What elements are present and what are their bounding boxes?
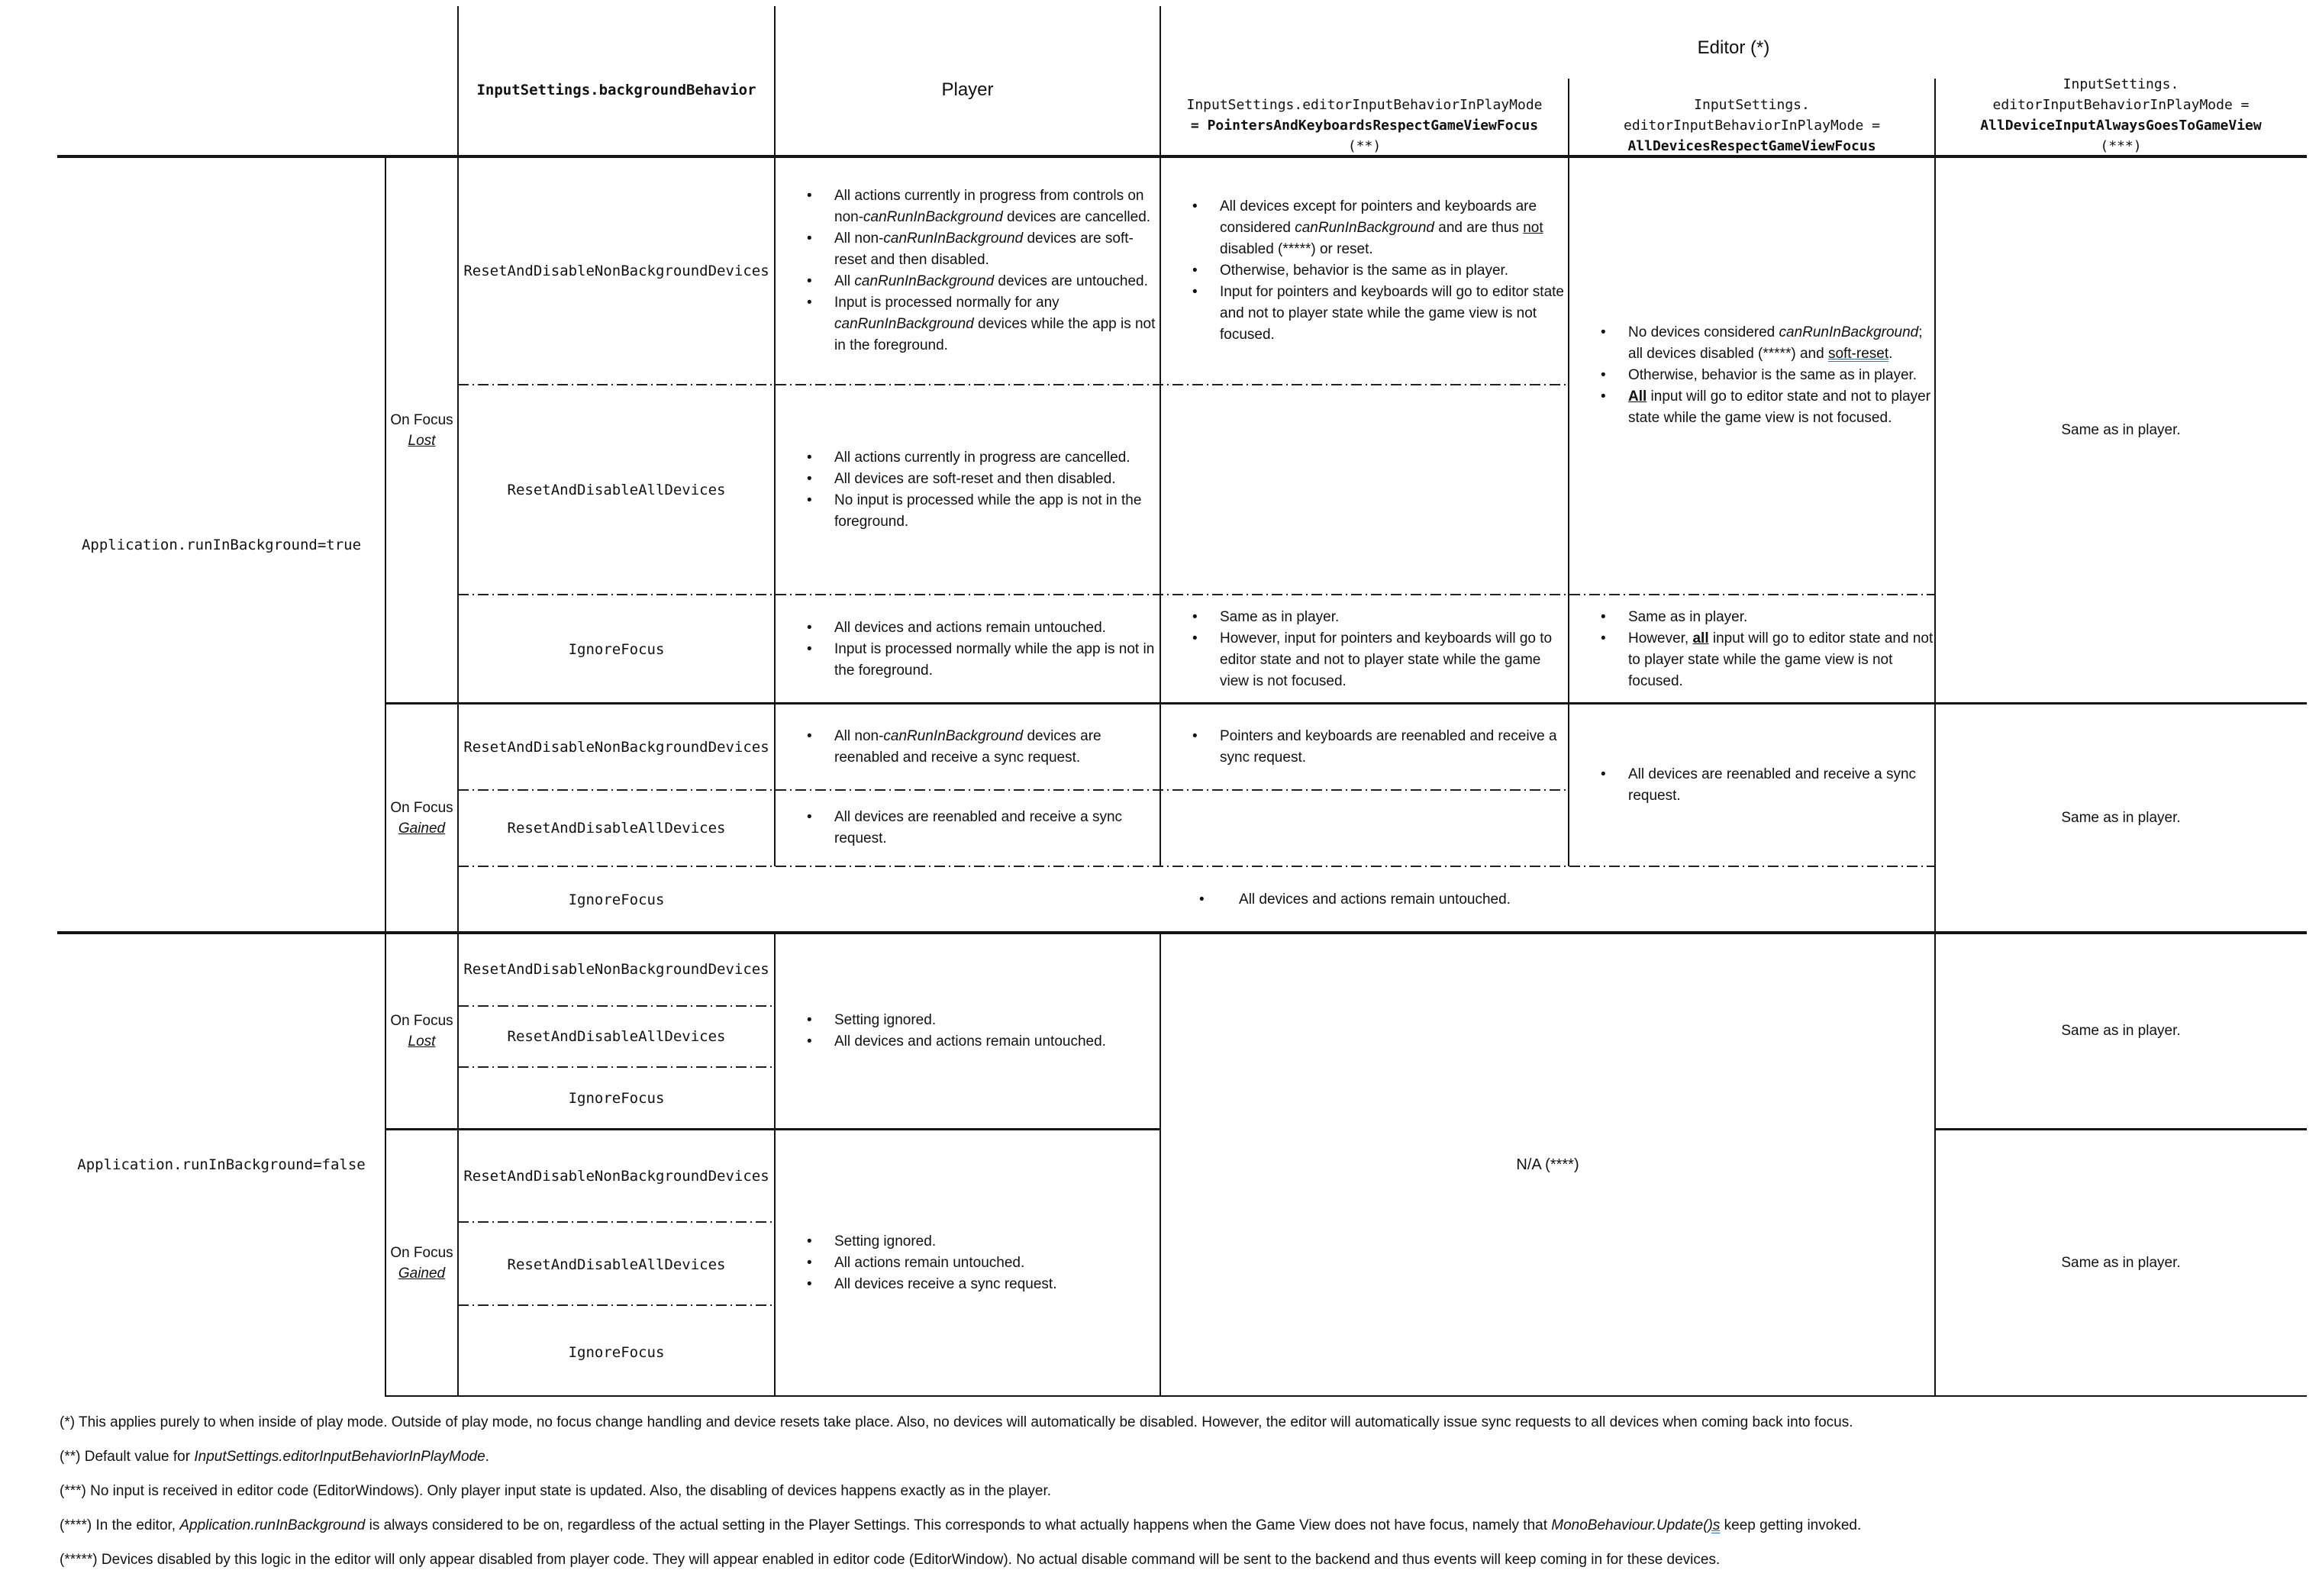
footnote-5: (*****) Devices disabled by this logic in the editor will only appear disabled from player code. They will appear enabled in editor code (EditorWindow). No actual disable command will be sent to the backend and thus events will keep coming in for these devices. (60, 1552, 1721, 1568)
player-cell-true-lost-reset-all (775, 385, 1182, 595)
header-line: = PointersAndKeyboardsRespectGameViewFocus (1190, 118, 1539, 134)
behavior-label-reset-all: ResetAndDisableAllDevices (507, 1256, 726, 1273)
bullet-item: • All non-canRunInBackground devices are soft-reset and then disabled. (775, 228, 1160, 271)
row-label-on-focus-gained-true (385, 704, 458, 933)
row-label-on-focus-gained-false (385, 1130, 458, 1397)
row-label-on-focus-lost-false (385, 933, 458, 1130)
behavior-label-reset-non-bg: ResetAndDisableNonBackgroundDevices (463, 961, 769, 978)
row-label-run-in-background-true: Application.runInBackground=true (81, 536, 362, 553)
editor1-cell-true-lost-ignore (1160, 595, 1590, 704)
bullet-item: • Otherwise, behavior is the same as in player. (1160, 260, 1569, 282)
bullet-item: • Pointers and keyboards are reenabled and receive a sync request. (1160, 726, 1569, 769)
editor-cell-false-na: N/A (****) (1516, 1156, 1579, 1173)
bullet-item: • All canRunInBackground devices are untouched. (775, 271, 1160, 292)
bullet-item: • All input will go to editor state and not to player state while the game view is not focused. (1569, 386, 1935, 429)
behavior-label-reset-all: ResetAndDisableAllDevices (507, 820, 726, 837)
bullet-item: • Input is processed normally for any canRunInBackground devices while the app is not in the foreground. (775, 292, 1160, 356)
header-line: InputSettings.editorInputBehaviorInPlayMode (1186, 97, 1543, 113)
player-cell-true-lost-reset-non-bg (775, 156, 1182, 385)
header-line: (***) (2100, 138, 2142, 154)
bullet-item: • All devices and actions remain untouched. (775, 617, 1160, 639)
focus-label: On Focus (390, 1245, 453, 1261)
row-label-on-focus-lost-true (385, 156, 458, 704)
header-line: AllDeviceInputAlwaysGoesToGameView (1980, 118, 2262, 134)
column-header-editor: Editor (*) (1697, 37, 1770, 58)
focus-gained-label: Gained (398, 821, 446, 837)
behavior-label-ignore-focus: IgnoreFocus (568, 1090, 665, 1107)
bullet-item: • Input is processed normally while the app is not in the foreground. (775, 639, 1160, 682)
editor3-cell-false-gained: Same as in player. (2061, 1255, 2181, 1271)
header-line: InputSettings. (1694, 97, 1810, 113)
bullet-item: • Input for pointers and keyboards will go to editor state and not to player state while the game view is not focused. (1160, 282, 1569, 346)
merged-cell-true-gained-ignore (775, 866, 1956, 933)
focus-lost-label: Lost (408, 1033, 436, 1049)
player-cell-true-gained-reset-all (775, 790, 1182, 866)
player-cell-true-lost-ignore (775, 595, 1182, 704)
bullet-item: • All devices receive a sync request. (775, 1274, 1160, 1295)
editor2-cell-true-gained-merged (1569, 704, 1956, 866)
editor2-cell-true-lost-merged (1569, 156, 1956, 595)
behavior-label-reset-non-bg: ResetAndDisableNonBackgroundDevices (463, 262, 769, 279)
footnote-3: (***) No input is received in editor code (EditorWindows). Only player input state is updated. Also, the disabling of devices happens exactly as in the player. (60, 1483, 1052, 1499)
bullet-item: • Otherwise, behavior is the same as in player. (1569, 365, 1935, 386)
column-header-editor-all-devices-respect (1569, 70, 1935, 163)
behavior-label-reset-all: ResetAndDisableAllDevices (507, 1028, 726, 1045)
bullet-item: • No devices considered canRunInBackground; all devices disabled (*****) and soft-reset. (1569, 322, 1935, 365)
bullet-item: • Setting ignored. (775, 1231, 1160, 1253)
behavior-label-ignore-focus: IgnoreFocus (568, 1343, 665, 1361)
bullet-item: • All devices and actions remain untouched. (775, 1031, 1160, 1053)
editor3-cell-true-lost: Same as in player. (2061, 421, 2181, 438)
column-header-background-behavior: InputSettings.backgroundBehavior (476, 81, 756, 98)
column-header-editor-all-input-gameview (1935, 63, 2307, 163)
bullet-item: • All non-canRunInBackground devices are reenabled and receive a sync request. (775, 726, 1160, 769)
column-header-editor-pointers-keyboards (1160, 70, 1569, 163)
player-cell-true-gained-reset-non-bg (775, 704, 1182, 790)
bullet-item: • All devices are soft-reset and then disabled. (775, 469, 1160, 490)
bullet-item: • However, input for pointers and keyboards will go to editor state and not to player state while the game view is not focused. (1160, 628, 1569, 692)
header-line: (**) (1347, 138, 1382, 154)
row-label-run-in-background-false: Application.runInBackground=false (77, 1156, 366, 1173)
focus-lost-label: Lost (408, 432, 436, 449)
editor1-cell-true-lost-reset-non-bg (1160, 156, 1590, 385)
bullet-item: • All devices are reenabled and receive a sync request. (775, 807, 1160, 850)
footnote-2: (**) Default value for InputSettings.editorInputBehaviorInPlayMode. (60, 1449, 489, 1465)
player-cell-false-gained (775, 1130, 1182, 1397)
header-line: AllDevicesRespectGameViewFocus (1627, 138, 1876, 154)
bullet-item: • No input is processed while the app is not in the foreground. (775, 490, 1160, 533)
editor2-cell-true-lost-ignore (1569, 595, 1956, 704)
focus-label: On Focus (390, 411, 453, 428)
behavior-label-ignore-focus: IgnoreFocus (568, 891, 665, 908)
bullet-item: • All devices and actions remain untouched. (1199, 889, 1511, 911)
behavior-label-ignore-focus: IgnoreFocus (568, 640, 665, 658)
bullet-item: • All actions remain untouched. (775, 1253, 1160, 1274)
footnote-4: (****) In the editor, Application.runInBackground is always considered to be on, regardless of the actual setting in the Player Settings. This corresponds to what actually happens when the Game View does not have focus, namely that MonoBehaviour.Update()s keep getting invoked. (60, 1517, 1862, 1533)
bullet-item: • All devices except for pointers and keyboards are considered canRunInBackground and are thus not disabled (*****) or reset. (1160, 196, 1569, 260)
focus-gained-label: Gained (398, 1266, 446, 1282)
player-cell-false-lost (775, 933, 1182, 1130)
column-header-player: Player (941, 79, 994, 100)
footnote-1: (*) This applies purely to when inside of play mode. Outside of play mode, no focus change handling and device resets take place. Also, no devices will automatically be disabled. However, the editor will automatically issue sync requests to all devices when coming back into focus. (60, 1414, 1853, 1430)
bullet-item: • All actions currently in progress are cancelled. (775, 447, 1160, 469)
bullet-item: • All actions currently in progress from controls on non-canRunInBackground devices are cancelled. (775, 185, 1160, 228)
focus-label: On Focus (390, 1013, 453, 1029)
header-line: editorInputBehaviorInPlayMode = (1992, 97, 2250, 113)
behavior-label-reset-all: ResetAndDisableAllDevices (507, 481, 726, 498)
bullet-item: • However, all input will go to editor state and not to player state while the game view is not focused. (1569, 628, 1935, 692)
bullet-item: • All devices are reenabled and receive a sync request. (1569, 764, 1935, 807)
header-line: editorInputBehaviorInPlayMode = (1624, 118, 1880, 134)
editor3-cell-true-gained: Same as in player. (2061, 810, 2181, 826)
bullet-item: • Setting ignored. (775, 1010, 1160, 1031)
header-line: InputSettings. (2063, 76, 2179, 92)
editor1-cell-true-gained-reset-non-bg (1160, 704, 1590, 790)
editor3-cell-false-lost: Same as in player. (2061, 1023, 2181, 1039)
focus-label: On Focus (390, 800, 453, 816)
behavior-label-reset-non-bg: ResetAndDisableNonBackgroundDevices (463, 1167, 769, 1185)
bullet-item: • Same as in player. (1569, 607, 1935, 628)
bullet-item: • Same as in player. (1160, 607, 1569, 628)
behavior-label-reset-non-bg: ResetAndDisableNonBackgroundDevices (463, 738, 769, 756)
